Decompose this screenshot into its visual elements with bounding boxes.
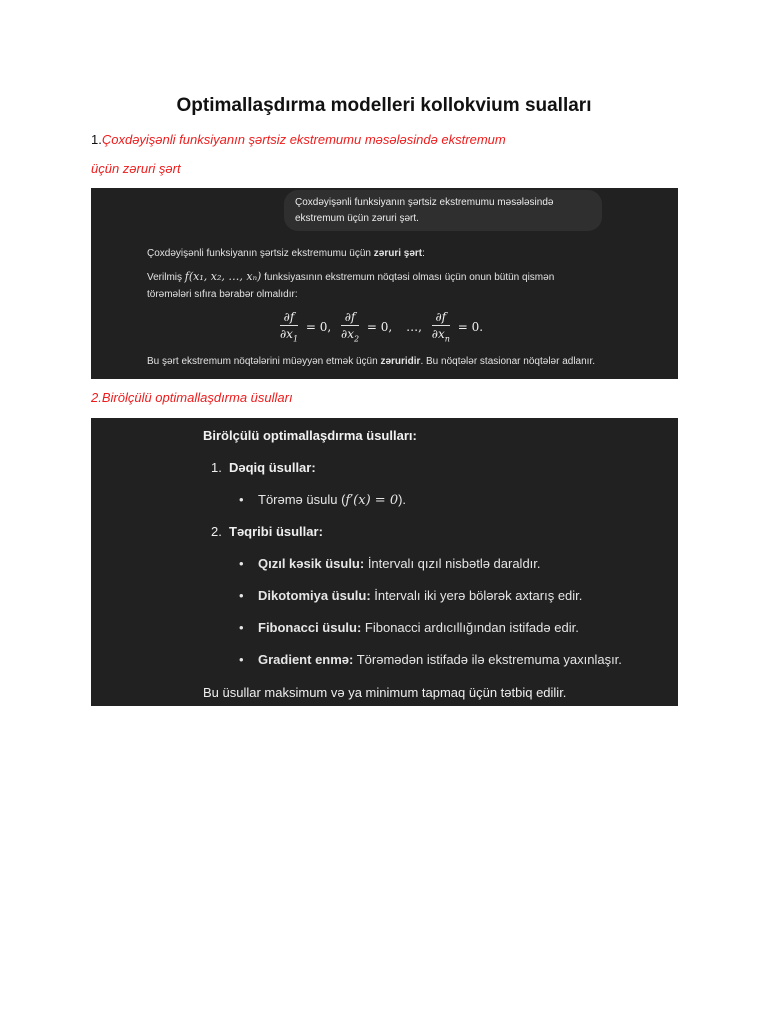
- answer-intro-bold: zəruri şərt: [373, 248, 423, 259]
- list-item-derivative-method: [239, 492, 406, 508]
- list-item: [239, 588, 582, 603]
- item-1-text: Törəmə üsulu (: [258, 492, 346, 507]
- section-approximate-methods: [211, 524, 323, 539]
- method-name: Gradient enmə:: [258, 652, 354, 667]
- method-description: İntervalı iki yerə bölərək axtarış edir.: [370, 588, 583, 603]
- question-2: 2.Birölçülü optimallaşdırma üsulları: [91, 390, 293, 405]
- list-item: [239, 620, 579, 635]
- bullet-icon: •: [239, 588, 244, 603]
- partial-derivatives-equation: [91, 310, 678, 343]
- fraction-2-numerator: ∂f: [341, 310, 359, 326]
- ellipsis: …,: [406, 319, 422, 334]
- section-2-title: Təqribi üsullar:: [229, 524, 323, 539]
- user-message-line-2: ekstremum üçün zəruri şərt.: [295, 213, 419, 224]
- question-1-number: 1.: [91, 132, 102, 147]
- method-name: Fibonacci üsulu:: [258, 620, 362, 635]
- answer-intro-colon: :: [422, 248, 425, 259]
- chat-screenshot-2: [91, 418, 678, 706]
- question-1-line-2: üçün zəruri şərt: [91, 161, 181, 176]
- fraction-n: [432, 310, 450, 343]
- equals-1: = 0,: [305, 319, 332, 334]
- user-message-line-1: Çoxdəyişənli funksiyanın şərtsiz ekstremumu məsələsində: [295, 197, 554, 208]
- methods-heading: Birölçülü optimallaşdırma üsulları:: [203, 428, 417, 443]
- answer-conclusion-bold: zəruridir: [380, 356, 421, 367]
- page-title: Optimallaşdırma modelleri kollokvium sualları: [176, 95, 592, 116]
- fraction-2: [341, 310, 359, 343]
- user-message-bubble: [284, 190, 602, 231]
- section-1-title: Dəqiq üsullar:: [229, 460, 316, 475]
- fraction-n-denominator: $\partial x_n$: [431, 327, 450, 344]
- fraction-1-numerator: ∂f: [280, 310, 298, 326]
- bullet-icon: •: [239, 652, 244, 667]
- fraction-n-numerator: ∂f: [432, 310, 450, 326]
- answer-condition-prefix: Verilmiş: [147, 272, 185, 283]
- section-1-number: 1.: [211, 460, 222, 475]
- method-description: Törəmədən istifadə ilə ekstremuma yaxınlaşır.: [353, 652, 622, 667]
- answer-conclusion-end: . Bu nöqtələr stasionar nöqtələr adlanır.: [420, 356, 596, 367]
- answer-intro: [147, 248, 425, 259]
- function-formula: f(x₁, x₂, …, xₙ): [184, 270, 262, 283]
- bullet-icon: •: [239, 556, 244, 571]
- section-exact-methods: [211, 460, 316, 475]
- method-description: İntervalı qızıl nisbətlə daraldır.: [364, 556, 541, 571]
- derivative-formula: f′(x) = 0: [345, 493, 399, 508]
- fraction-1-denominator: $\partial x_1$: [279, 327, 299, 344]
- answer-intro-text: Çoxdəyişənli funksiyanın şərtsiz ekstremumu üçün: [147, 248, 374, 259]
- bullet-icon: •: [239, 620, 244, 635]
- method-name: Dikotomiya üsulu:: [258, 588, 371, 603]
- equals-2: = 0,: [366, 319, 393, 334]
- fraction-2-denominator: $\partial x_2$: [341, 327, 360, 344]
- answer-conclusion-text: Bu şərt ekstremum nöqtələrini müəyyən etmək üçün: [147, 356, 381, 367]
- question-1-line-1: [91, 132, 506, 147]
- list-item: [239, 556, 541, 571]
- answer-condition: [147, 270, 554, 283]
- question-1-text: Çoxdəyişənli funksiyanın şərtsiz ekstremumu məsələsində ekstremum: [101, 132, 506, 147]
- item-1-end: ).: [398, 492, 407, 507]
- fraction-1: [280, 310, 298, 343]
- equals-n: = 0.: [457, 319, 484, 334]
- methods-footer: Bu üsullar maksimum və ya minimum tapmaq üçün tətbiq edilir.: [203, 685, 567, 700]
- section-2-number: 2.: [211, 524, 222, 539]
- answer-condition-continued: törəmələri sıfıra bərabər olmalıdır:: [147, 289, 298, 300]
- list-item: [239, 652, 622, 667]
- answer-conclusion: [147, 356, 595, 367]
- chat-screenshot-1: [91, 188, 678, 379]
- answer-condition-text: funksiyasının ekstremum nöqtəsi olması üçün onun bütün qismən: [261, 272, 555, 283]
- bullet-icon: •: [239, 492, 244, 507]
- method-description: Fibonacci ardıcıllığından istifadə edir.: [361, 620, 579, 635]
- method-name: Qızıl kəsik üsulu:: [258, 556, 365, 571]
